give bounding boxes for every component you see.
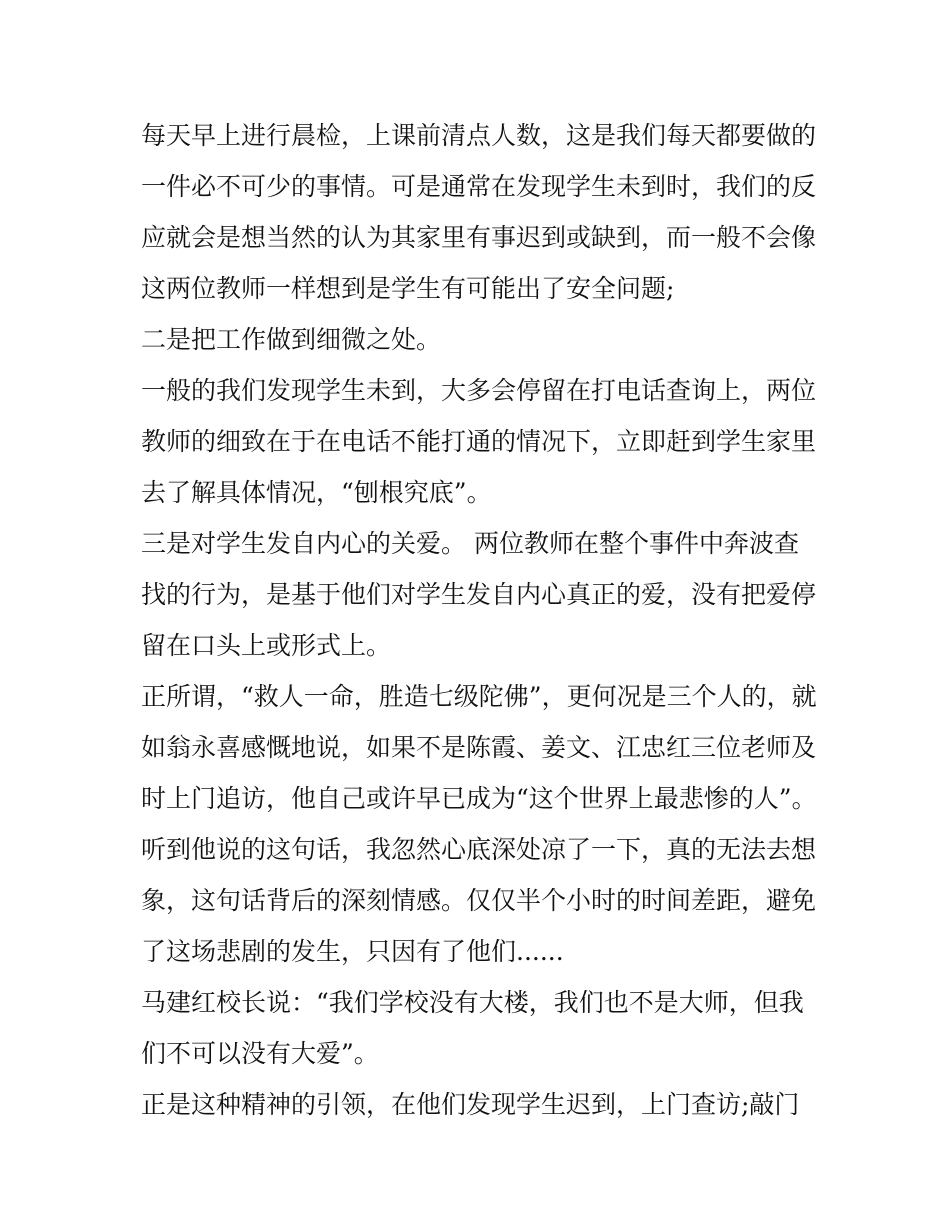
text-line: 正所谓，“救人一命，胜造七级陀佛”，更何况是三个人的，就	[141, 682, 817, 711]
text-line: 正是这种精神的引领，在他们发现学生迟到，上门查访;敲门	[141, 1090, 800, 1119]
text-line: 留在口头上或形式上。	[141, 631, 392, 660]
text-line: 去了解具体情况，“刨根究底”。	[141, 478, 492, 507]
text-line: 三是对学生发自内心的关爱。 两位教师在整个事件中奔波查	[141, 529, 799, 558]
text-line: 找的行为，是基于他们对学生发自内心真正的爱，没有把爱停	[141, 580, 817, 609]
text-line: 应就会是想当然的认为其家里有事迟到或缺到，而一般不会像	[141, 223, 817, 252]
text-line: 了这场悲剧的发生，只因有了他们......	[141, 937, 564, 966]
document-body	[141, 110, 821, 1130]
text-line: 如翁永喜感慨地说，如果不是陈霞、姜文、江忠红三位老师及	[141, 733, 817, 762]
text-line: 一般的我们发现学生未到，大多会停留在打电话查询上，两位	[141, 376, 817, 405]
text-line: 每天早上进行晨检，上课前清点人数，这是我们每天都要做的	[141, 121, 817, 150]
text-line: 象，这句话背后的深刻情感。仅仅半个小时的时间差距，避免	[141, 886, 817, 915]
text-line: 们不可以没有大爱”。	[141, 1039, 379, 1068]
text-line: 马建红校长说：“我们学校没有大楼，我们也不是大师，但我	[141, 988, 804, 1017]
text-line: 这两位教师一样想到是学生有可能出了安全问题;	[141, 274, 675, 303]
text-line: 二是把工作做到细微之处。	[141, 325, 442, 354]
text-line: 时上门追访，他自己或许早已成为“这个世界上最悲惨的人”。	[141, 784, 817, 813]
text-line: 听到他说的这句话，我忽然心底深处凉了一下，真的无法去想	[141, 835, 817, 864]
text-line: 教师的细致在于在电话不能打通的情况下，立即赶到学生家里	[141, 427, 817, 456]
text-line: 一件必不可少的事情。可是通常在发现学生未到时，我们的反	[141, 172, 817, 201]
